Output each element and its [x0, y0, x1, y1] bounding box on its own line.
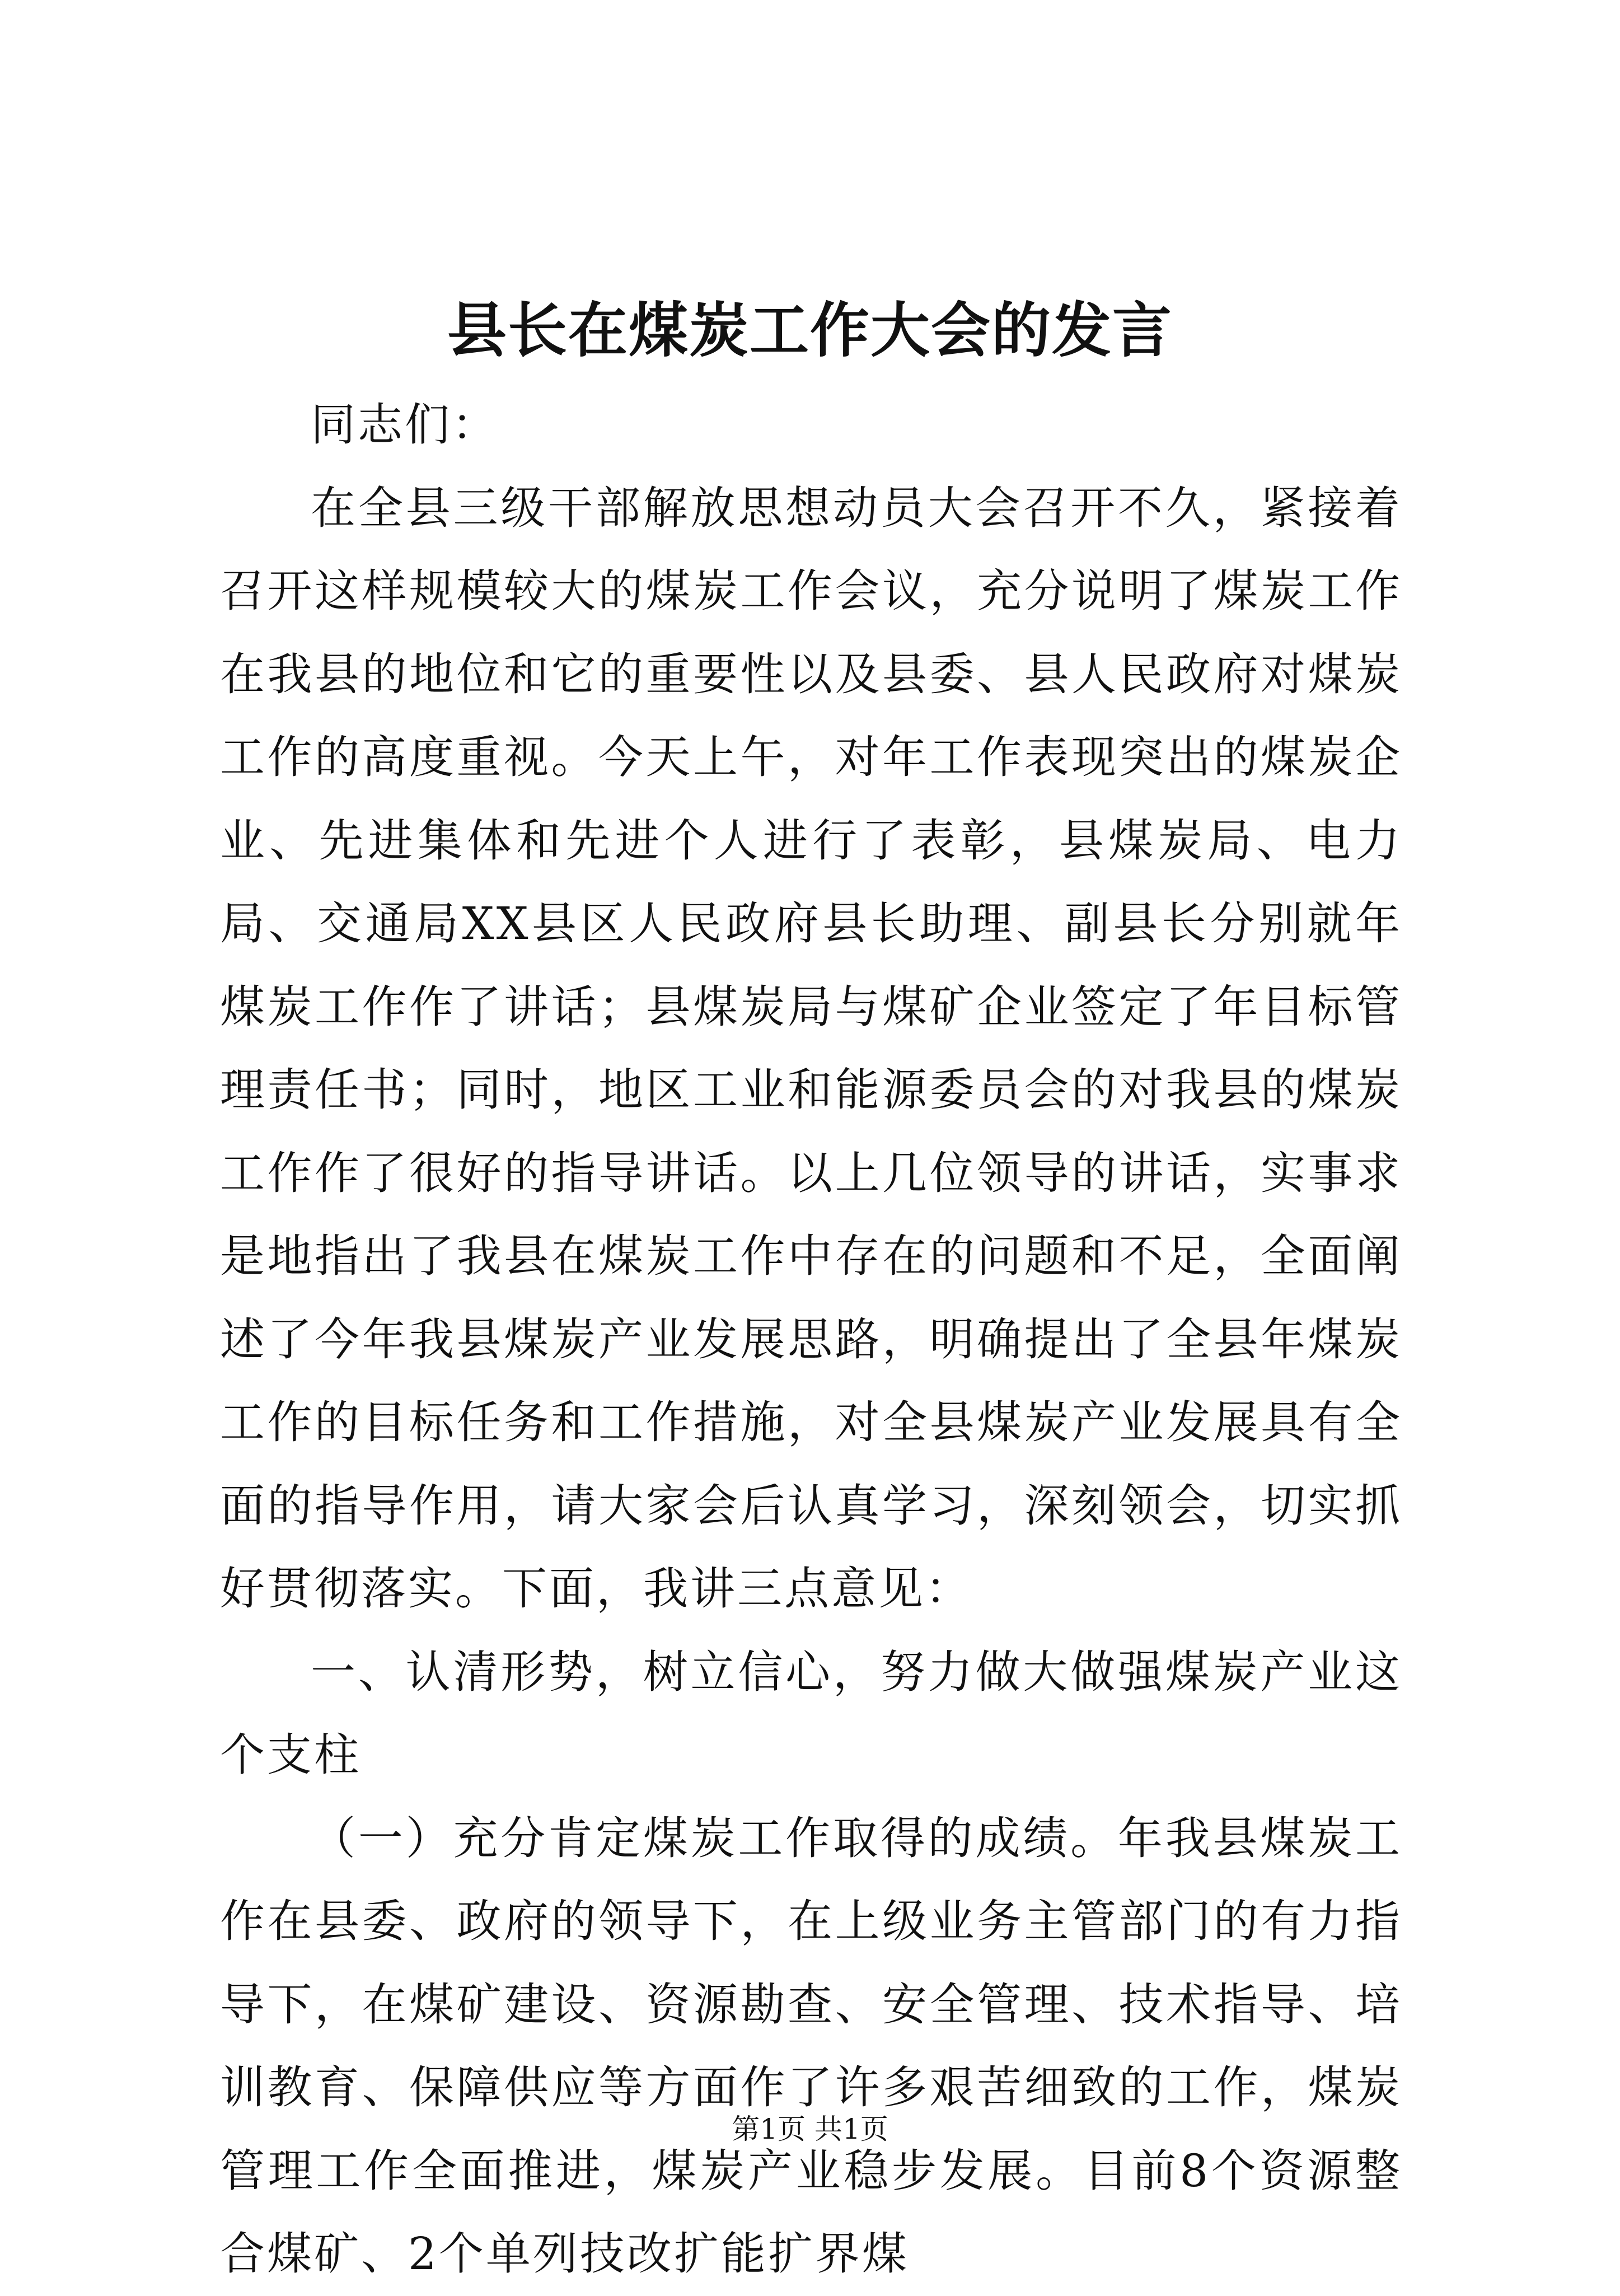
- page-footer: 第1页 共1页: [732, 2113, 888, 2145]
- salutation-paragraph: 同志们：: [311, 399, 499, 451]
- section-heading-1: 一、认清形势，树立信心，努力做大做强煤炭产业这个支柱: [220, 1645, 1402, 1781]
- document-body: [220, 384, 1402, 2296]
- subsection-paragraph-1: （一）充分肯定煤炭工作取得的成绩。年我县煤炭工作在县委、政府的领导下，在上级业务主管部门的有力指导下，在煤矿建设、资源勘查、安全管理、技术指导、培训教育、保障供应等方面作了许多艰苦细致的工作，煤炭管理工作全面推进，煤炭产业稳步发展。目前8个资源整合煤矿、2个单列技改扩能扩界煤: [220, 1812, 1402, 2280]
- intro-paragraph: 在全县三级干部解放思想动员大会召开不久，紧接着召开这样规模较大的煤炭工作会议，充分说明了煤炭工作在我县的地位和它的重要性以及县委、县人民政府对煤炭工作的高度重视。今天上午，对年工作表现突出的煤炭企业、先进集体和先进个人进行了表彰，县煤炭局、电力局、交通局XX县区人民政府县长助理、副县长分别就年煤炭工作作了讲话；县煤炭局与煤矿企业签定了年目标管理责任书；同时，地区工业和能源委员会的对我县的煤炭工作作了很好的指导讲话。以上几位领导的讲话，实事求是地指出了我县在煤炭工作中存在的问题和不足，全面阐述了今年我县煤炭产业发展思路，明确提出了全县年煤炭工作的目标任务和工作措施，对全县煤炭产业发展具有全面的指导作用，请大家会后认真学习，深刻领会，切实抓好贯彻落实。下面，我讲三点意见：: [220, 481, 1402, 1615]
- document-title: 县长在煤炭工作大会的发言: [447, 295, 1173, 365]
